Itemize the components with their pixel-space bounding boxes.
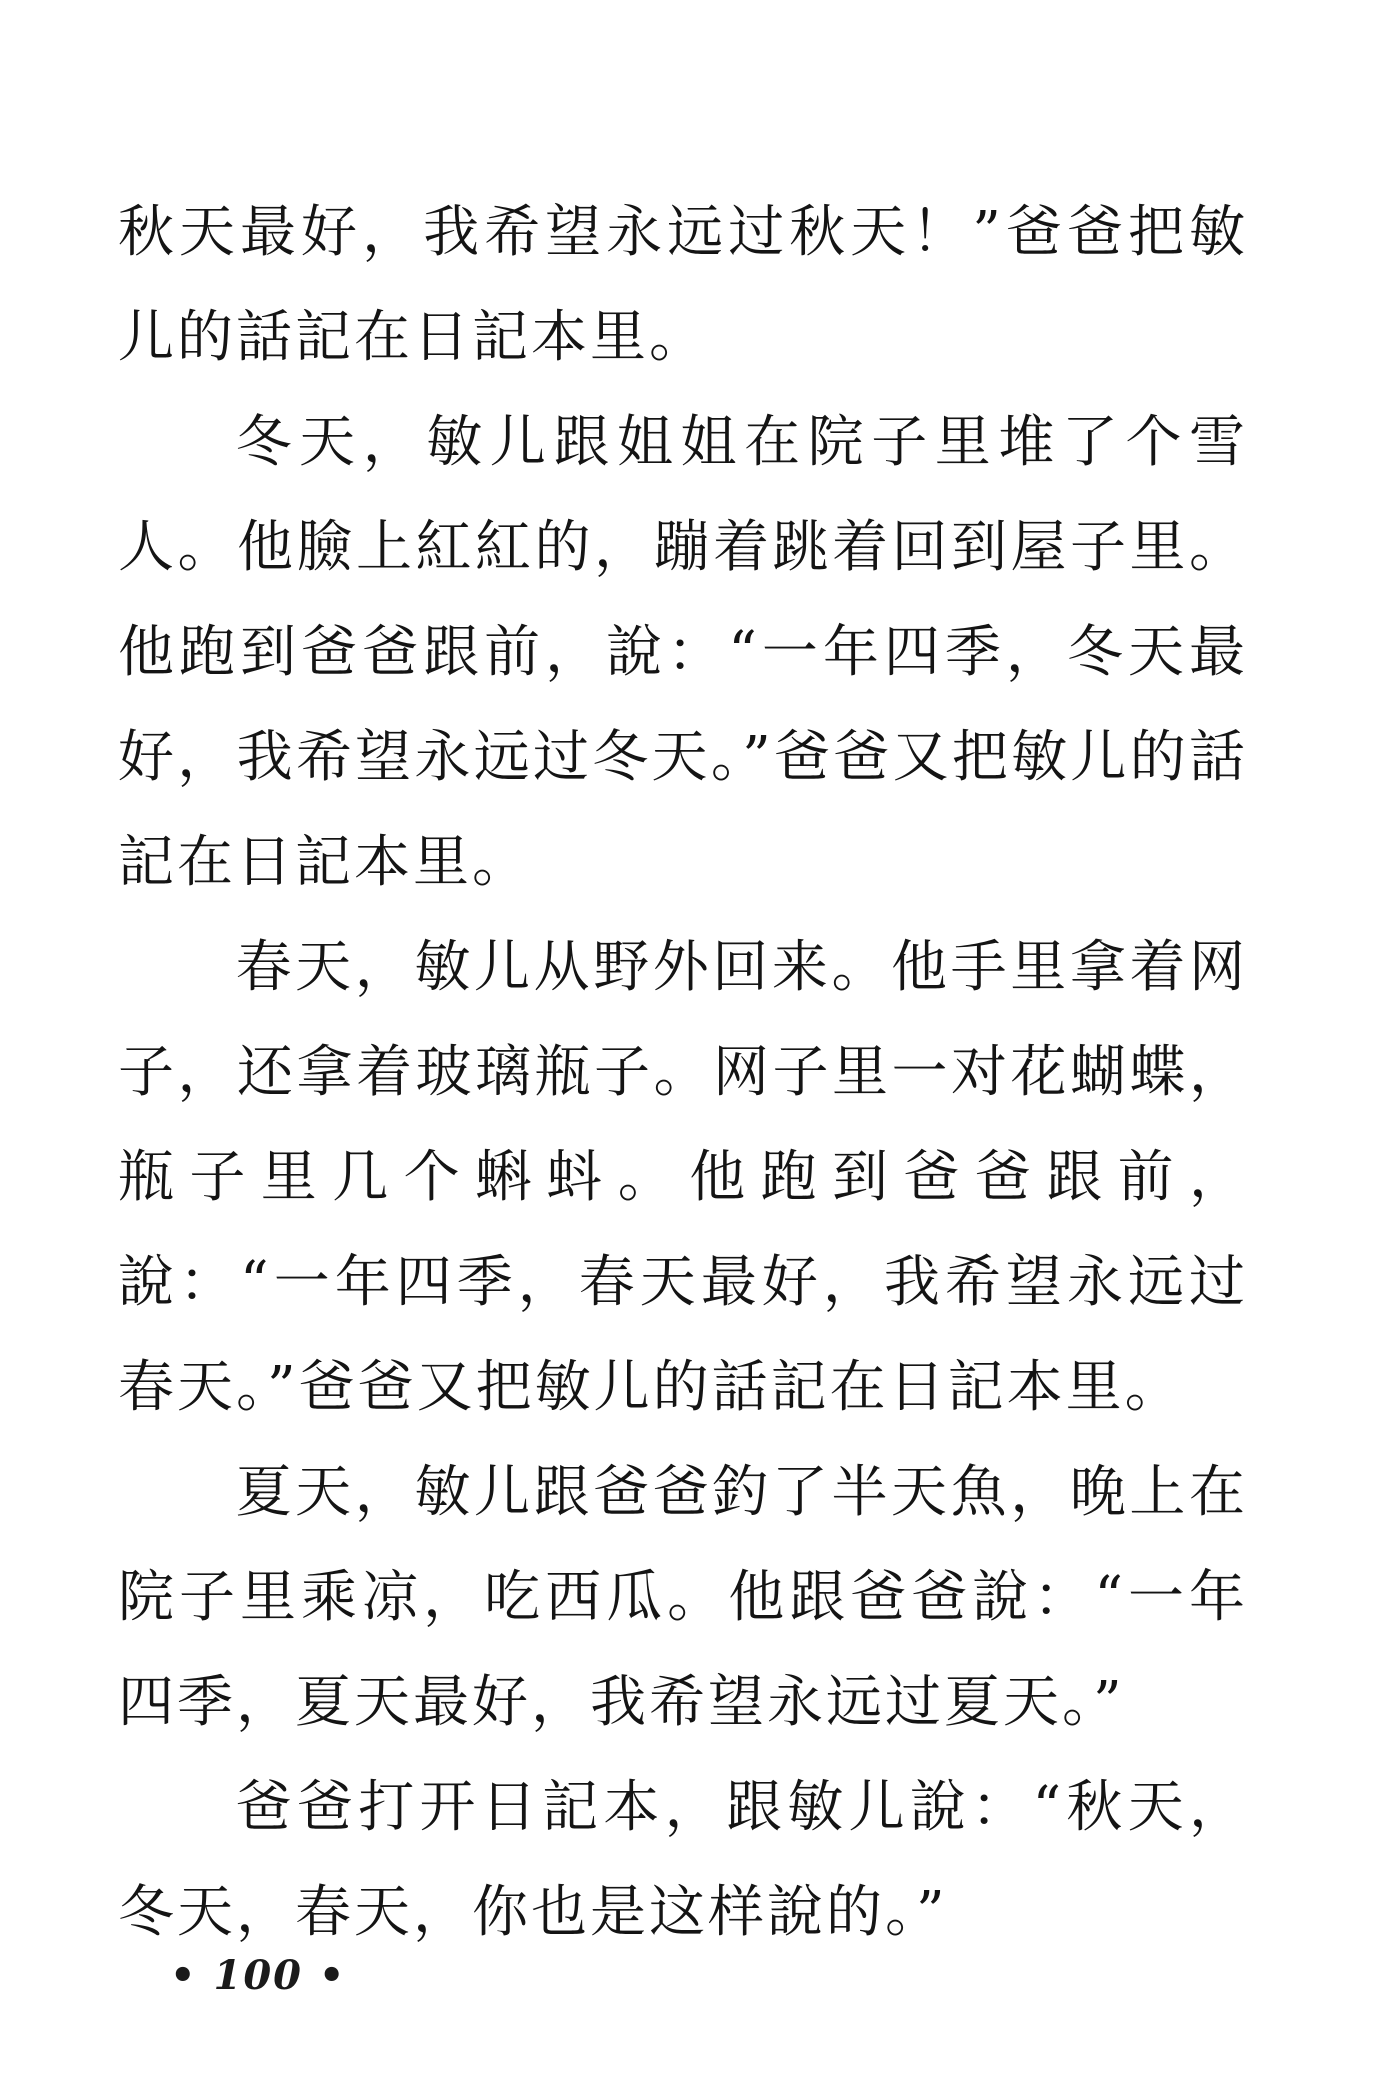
- paragraph-3: 春天，敏儿从野外回来。他手里拿着网子，还拿着玻璃瓶子。网子里一对花蝴蝶，瓶子里几个蝌蚪。他跑到爸爸跟前，說：“一年四季，春天最好，我希望永远过春天。”爸爸又把敏儿的話記在日記本里。: [118, 935, 1248, 1420]
- paragraph-4: 夏天，敏儿跟爸爸釣了半天魚，晚上在院子里乘凉，吃西瓜。他跟爸爸說：“一年四季，夏天最好，我希望永远过夏天。”: [118, 1460, 1248, 1735]
- page-number: • 100 •: [170, 1952, 347, 1999]
- paragraph-5: 爸爸打开日記本，跟敏儿說：“秋天，冬天，春天，你也是这样說的。”: [118, 1775, 1248, 1945]
- paragraph-2: 冬天，敏儿跟姐姐在院子里堆了个雪人。他臉上紅紅的，蹦着跳着回到屋子里。他跑到爸爸跟前，說：“一年四季，冬天最好，我希望永远过冬天。”爸爸又把敏儿的話記在日記本里。: [118, 410, 1248, 895]
- paragraph-1: 秋天最好，我希望永远过秋天！”爸爸把敏儿的話記在日記本里。: [118, 200, 1248, 370]
- body-text: [118, 180, 1248, 1965]
